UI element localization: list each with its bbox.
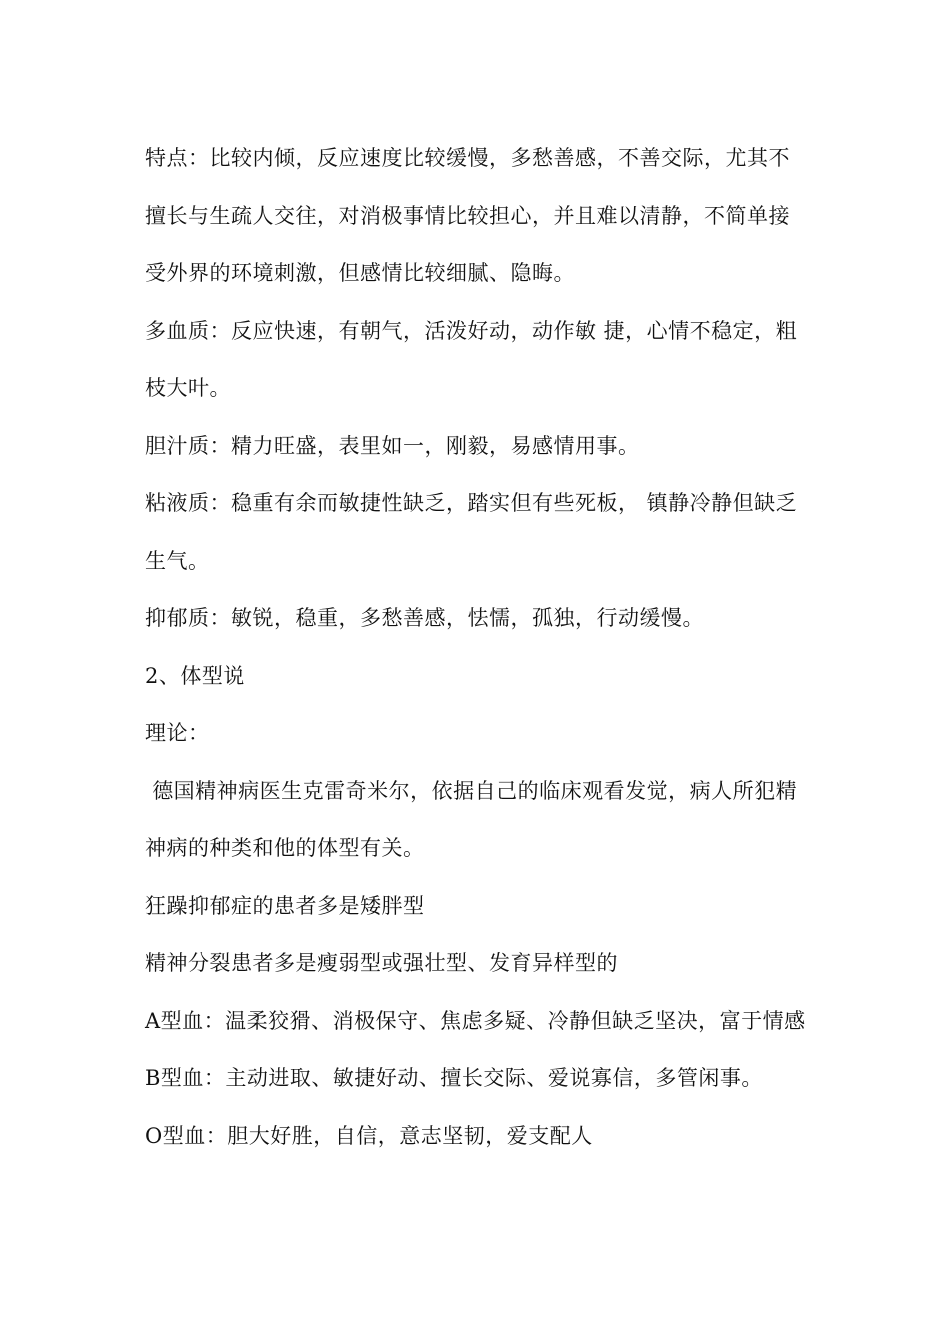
- document-body: [145, 130, 809, 1165]
- paragraph-melancholic: 抑郁质：敏锐，稳重，多愁善感，怯懦，孤独，行动缓慢。: [145, 606, 704, 630]
- paragraph-choleric: 胆汁质：精力旺盛，表里如一，刚毅，易感情用事。: [145, 433, 640, 458]
- paragraph-kretschmer: 德国精神病医生克雷奇米尔，依据自己的临床观看发觉，病人所犯精神病的种类和他的体型有关。: [145, 778, 798, 860]
- paragraph-phlegmatic-traits: 特点：比较内倾，反应速度比较缓慢，多愁善感，不善交际，尤其不擅长与生疏人交往，对消极事情比较担心，并且难以清静，不简单接受外界的环境刺激，但感情比较细腻、隐晦。: [145, 146, 790, 285]
- paragraph-blood-type-o: O型血：胆大好胜，自信，意志坚韧，爱支配人: [145, 1123, 593, 1148]
- paragraph-blood-type-a: A型血：温柔狡猾、消极保守、焦虑多疑、冷静但缺乏坚决，富于情感: [145, 1008, 806, 1033]
- paragraph-sanguine: 多血质：反应快速，有朝气，活泼好动，动作敏 捷，心情不稳定，粗枝大叶。: [145, 318, 798, 400]
- section-heading-body-type: 2、体型说: [145, 663, 245, 688]
- paragraph-schizophrenia: 精神分裂患者多是瘦弱型或强壮型、发育异样型的: [145, 951, 618, 975]
- paragraph-phlegmatic: 粘液质：稳重有余而敏捷性缺乏，踏实但有些死板， 镇静冷静但缺乏生气。: [145, 491, 798, 573]
- paragraph-manic-depressive: 狂躁抑郁症的患者多是矮胖型: [145, 893, 425, 918]
- paragraph-blood-type-b: B型血：主动进取、敏捷好动、擅长交际、爱说寡信，多管闲事。: [145, 1066, 763, 1090]
- paragraph-theory-label: 理论：: [145, 721, 210, 745]
